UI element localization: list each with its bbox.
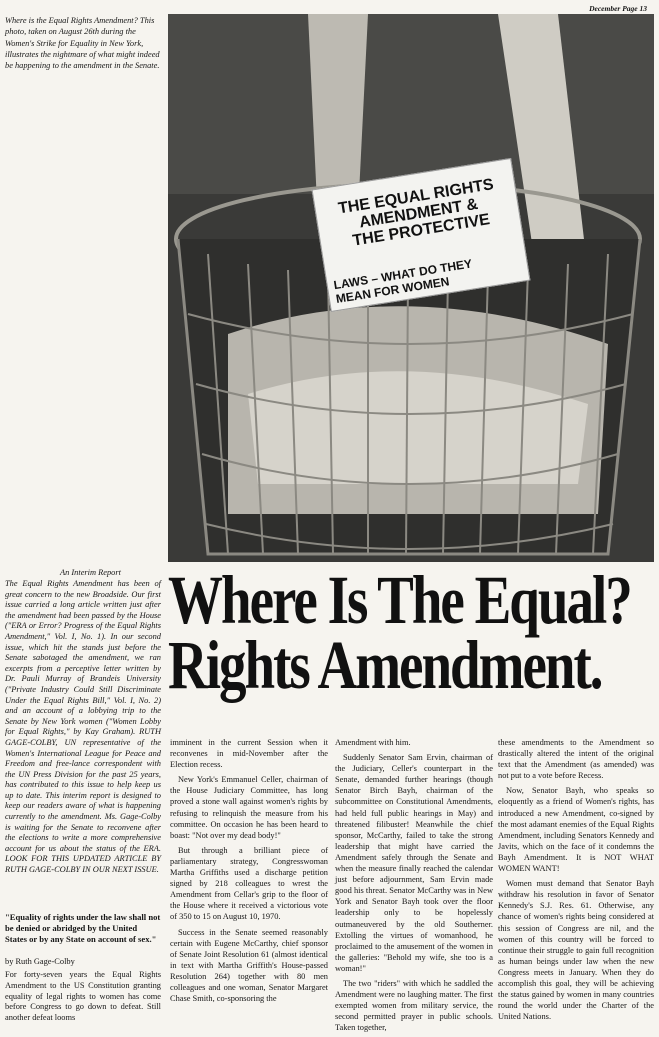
paragraph: Amendment with him.: [335, 738, 411, 747]
page-header: December Page 13: [589, 4, 647, 13]
interim-report-text: The Equal Rights Amendment has been of great concern to the new Broadside. Our first issue carried a long article written just after the amendment had been passed by the House ("ERA or Error? Progress of the Equal Rights Amendment," Vol. I, No. 1). In our second issue, which hit the stands just before the Senate sabotaged the amendment, we ran excerpts from a perceptive letter written by Dr. Pauli Murray of Brandeis University ("Private Industry Could Still Discriminate Under the Equal Rights Bill," Vol. I, No. 2) and an account of a lobbying trip to the Senate by New York women ("Women Lobby for Equal Rights," by Kay Graham). RUTH GAGE-COLBY, UN representative of the Women's International League for Peace and Freedom and free-lance correspondent with the UN Press Division for the past 25 years, has contributed to this issue to help keep us up to date. This interim report is designed to keep our readers aware of what is happening currently to the amendment. Ms. Gage-Colby is waiting for the Senate to reconvene after the elections to write a more comprehensive account for us about the status of the ERA. LOOK FOR THIS UPDATED ARTICLE BY RUTH GAGE-COLBY IN OUR NEXT ISSUE.: [5, 579, 161, 875]
paragraph: Suddenly Senator Sam Ervin, chairman of the Judiciary, Celler's counterpart in the Senate, demanded further hearings (though Senator Birch Bayh, chairman of the subcommittee on Constitutional Amendments, had held full public hearings in May) and threatened filibuster! Meanwhile the chief sponsor, McCarthy, failed to take the strong leadership that might have carried the Amendment safely through the Senate and when the measure finally reached the calendar just before adjournment, Sam Ervin made good his threat. Senator McCarthy was in New York and Senator Bayh took over the floor leadership only to be hopelessly outmaneuvered by the old Southerner. Extolling the virtues of womanhood, he proclaimed to the amusement of the women in the galleries: "Behold my wife, she too is a woman!": [335, 753, 493, 973]
interim-report-label: An Interim Report: [60, 568, 121, 577]
paragraph: imminent in the current Session when it reconvenes in mid-November after the Election recess.: [170, 738, 328, 770]
paragraph: these amendments to the Amendment so drastically altered the intent of the original text that the Amendment (as amended) was not put to a vote before Recess.: [498, 738, 654, 781]
sign-subline: LAWS – WHAT DO THEY MEAN FOR WOMEN: [332, 256, 473, 307]
photo-caption: Where is the Equal Rights Amendment? This photo, taken on August 26th during the Women's Strike for Equality in New York, illustrates the nightmare of what might indeed be happening to the amendment in the Senate.: [5, 16, 160, 71]
body-column-3: [335, 737, 493, 1037]
pull-quote: "Equality of rights under the law shall not be denied or abridged by the United States or by any State on account of sex.": [5, 912, 161, 944]
body-column-4: [498, 737, 654, 1026]
article-headline: [168, 561, 654, 703]
body-column-1: For forty-seven years the Equal Rights Amendment to the US Constitution granting equality of legal rights to women has come before Congress to go down to defeat. Still another defeat looms: [5, 970, 161, 1023]
sign-headline: THE EQUAL RIGHTS AMENDMENT & THE PROTECTIVE: [337, 176, 495, 250]
paragraph: New York's Emmanuel Celler, chairman of the House Judiciary Committee, has long proved a stone wall against women's rights by refusing to relinquish the measure from his committee. On occasion he has been heard to boast: "Not over my dead body!": [170, 775, 328, 840]
paragraph: Women must demand that Senator Bayh withdraw his resolution in favor of Senator Kennedy's S.J. Res. 61. Otherwise, any chance of women's rights being considered at this session of Congress are nil, and the women of this country will be forced to continue their struggle to gain full recognition as human beings under law when the new Congress meets in January. When they do accomplish this goal, they will be achieving the status gained by women in many countries round the world under the Charter of the United Nations.: [498, 879, 654, 1022]
byline: by Ruth Gage-Colby: [5, 957, 75, 966]
paragraph: But through a brilliant piece of parliamentary strategy, Congresswoman Martha Griffiths used a discharge petition signed by 218 colleagues to wrest the Amendment from Cellar's grip to the floor of the House where it received a victorious vote of 350 to 15 on August 10, 1970.: [170, 845, 328, 922]
paragraph: Success in the Senate seemed reasonably certain with Eugene McCarthy, chief sponsor of Senate Joint Resolution 61 (almost identical in text with Martha Griffith's House-passed Resolution 264) together with 80 men colleagues and one woman, Senator Margaret Chase Smith, co-sponsoring the: [170, 927, 328, 1004]
headline-line-1: Where Is The Equal?: [168, 561, 631, 638]
paragraph: The two "riders" with which he saddled the Amendment were no laughing matter. The first exempted women from military service, the second permitted prayer in public schools. Taken together,: [335, 978, 493, 1033]
paragraph: Now, Senator Bayh, who speaks so eloquently as a friend of Women's rights, has introduced a new Amendment, co-signed by the most adamant enemies of the Equal Rights Amendment, including Senators Kennedy and Javits, which on the face of it condemns the Bayh Amendment. It is NOT WHAT WOMEN WANT!: [498, 786, 654, 874]
headline-line-2: Rights Amendment.: [168, 626, 602, 703]
body-column-2: [170, 737, 328, 1008]
